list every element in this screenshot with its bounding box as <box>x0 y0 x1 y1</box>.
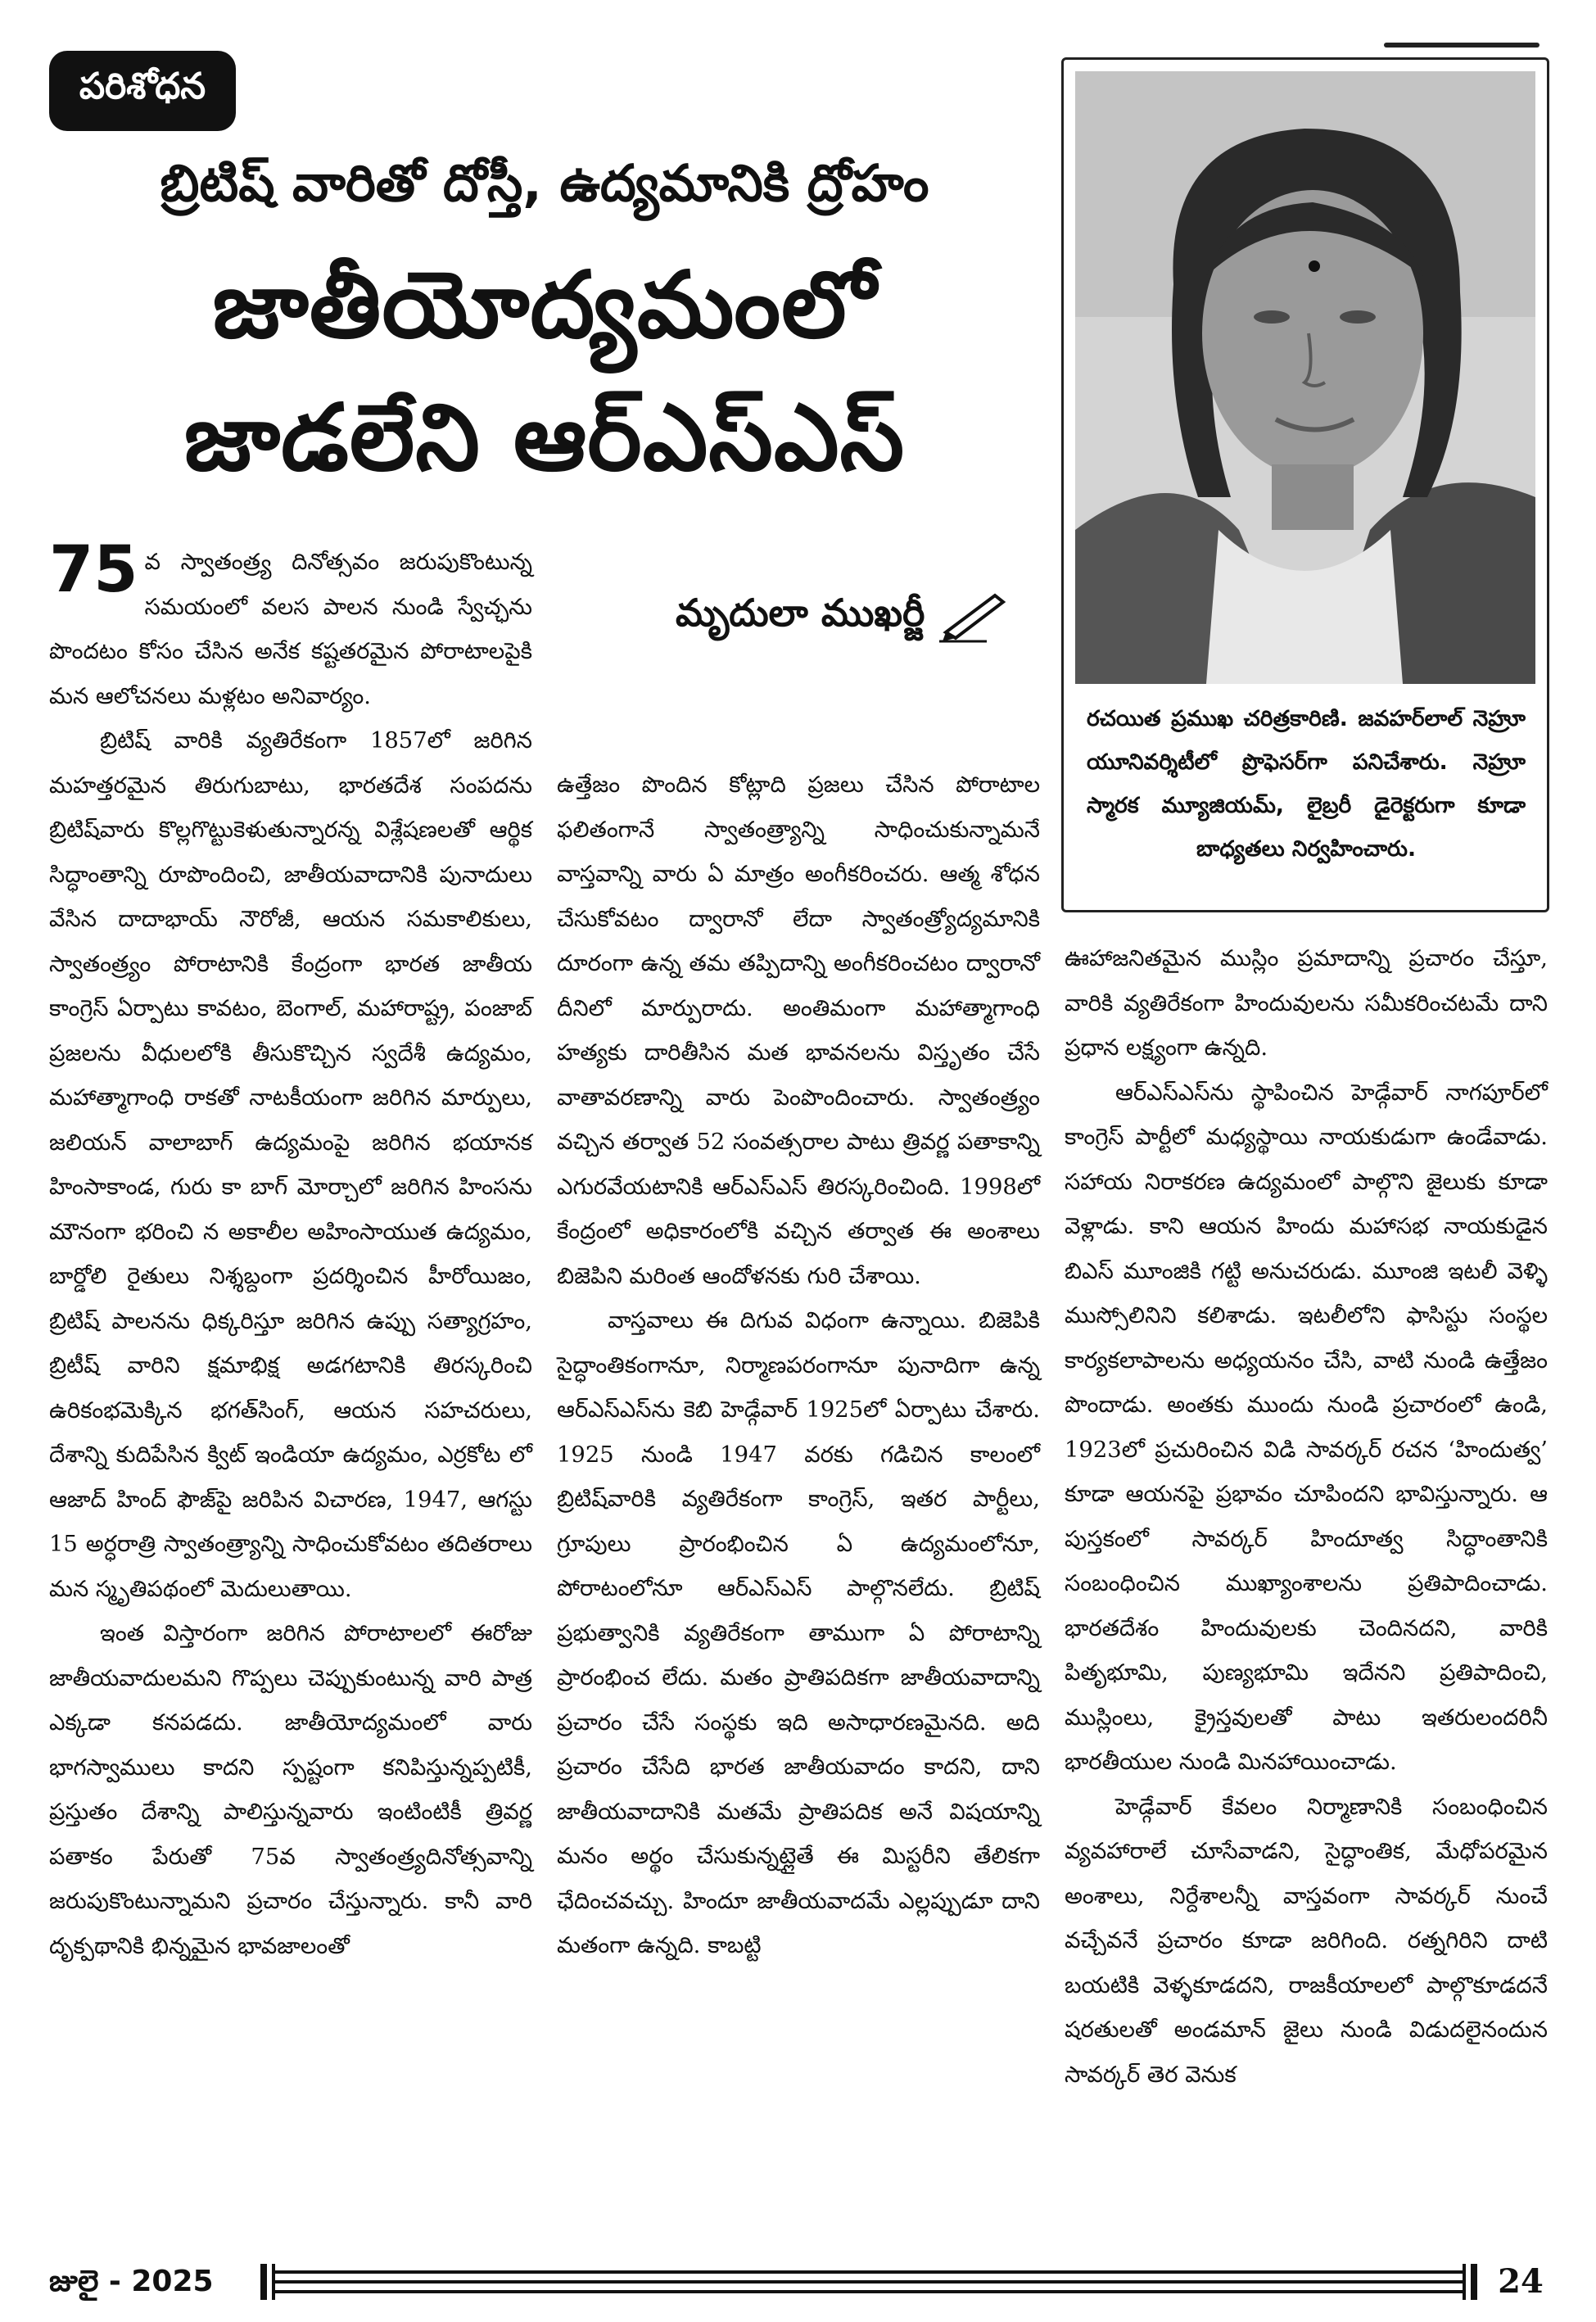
photo-caption: రచయిత ప్రముఖ చరిత్రకారిణి. జవహర్‌లాల్ నెహ్రూ యూనివర్శిటీలో ప్రొఫెసర్‌గా పనిచేశారు. నెహ్రూ స్మారక మ్యూజియమ్, లైబ్రరీ డైరెక్టరుగా కూడా బాధ్యతలు నిర్వహించారు. <box>1087 706 1526 862</box>
paragraph: ఊహాజనితమైన ముస్లిం ప్రమాదాన్ని ప్రచారం చేస్తూ, వారికి వ్యతిరేకంగా హిందువులను సమీకరించటమే దాని ప్రధాన లక్ష్యంగా ఉన్నది. <box>1065 946 1548 1061</box>
article-column-2 <box>557 763 1040 1969</box>
footer-rule <box>260 2262 1477 2302</box>
paragraph: హెడ్గేవార్ కేవలం నిర్మాణానికి సంబంధించిన వ్యవహారాలే చూసేవాడని, సైద్ధాంతిక, మేధోపరమైన అంశాలు, నిర్దేశాలన్నీ వాస్తవంగా సావర్కర్ నుంచే వచ్చేవనే ప్రచారం కూడా జరిగింది. రత్నగిరిని దాటి బయటికి వెళ్ళకూడదని, రాజకీయాలలో పాల్గొకూడదనే షరతులతో అండమాన్ జైలు నుండి విడుదలైనందున సావర్కర్ తెర వెనుక <box>1065 1794 1548 2088</box>
paragraph-text: వ స్వాతంత్ర్య దినోత్సవం జరుపుకొంటున్న సమయంలో వలస పాలన నుండి స్వేచ్ఛను పొందటం కోసం చేసిన అనేక కష్టతరమైన పోరాటాలపైకి మన ఆలోచనలు మళ్లటం అనివార్యం. <box>49 550 532 709</box>
author-portrait <box>1075 71 1535 684</box>
pen-icon <box>938 587 1011 645</box>
paragraph: బ్రిటిష్ వారికి వ్యతిరేకంగా 1857లో జరిగిన మహత్తరమైన తిరుగుబాటు, భారతదేశ సంపదను బ్రిటిష్‌వారు కొల్లగొట్టుకెళుతున్నారన్న విశ్లేషణలతో ఆర్థిక సిద్ధాంతాన్ని రూపొందించి, జాతీయవాదానికి పునాదులు వేసిన దాదాభాయ్ నౌరోజీ, ఆయన సమకాలికులు, స్వాతంత్ర్యం పోరాటానికి కేంద్రంగా భారత జాతీయ కాంగ్రెస్ ఏర్పాటు కావటం, బెంగాల్, మహారాష్ట్ర, పంజాబ్ ప్రజలను వీధులలోకి తీసుకొచ్చిన స్వదేశీ ఉద్యమం, మహాత్మాగాంధి రాకతో నాటకీయంగా జరిగిన మార్పులు, జలియన్ వాలాబాగ్ ఉద్యమంపై జరిగిన భయానక హింసాకాండ, గురు కా బాగ్ మోర్చాలో జరిగిన హింసను మౌనంగా భరించి న అకాలీల అహింసాయుత ఉద్యమం, బార్డోలి రైతులు నిశ్శబ్దంగా ప్రదర్శించిన హీరోయిజం, బ్రిటిష్ పాలనను ధిక్కరిస్తూ జరిగిన ఉప్పు సత్యాగ్రహం, బ్రిటీష్ వారిని క్షమాభిక్ష అడగటానికి తిరస్కరించి ఉరికంభమెక్కిన భగత్‌సింగ్, ఆయన సహచరులు, దేశాన్ని కుదిపేసిన క్విట్ ఇండియా ఉద్యమం, ఎర్రకోట లో ఆజాద్ హింద్ ఫౌజ్‌పై జరిపిన విచారణ, 1947, ఆగస్టు 15 అర్ధరాత్రి స్వాతంత్ర్యాన్ని సాధించుకోవటం తదితరాలు మన స్మృతిపథంలో మెదులుతాయి. <box>49 728 532 1602</box>
headline-line-1: జాతీయోద్యమంలో <box>212 252 877 359</box>
headline-line-2: జాడలేని ఆర్‌ఎస్‌ఎస్ <box>183 385 906 491</box>
paragraph: ఉత్తేజం పొందిన కోట్లాది ప్రజలు చేసిన పోరాటాల ఫలితంగానే స్వాతంత్ర్యాన్ని సాధించుకున్నామనే వాస్తవాన్ని వారు ఏ మాత్రం అంగీకరించరు. ఆత్మ శోధన చేసుకోవటం ద్వారానో లేదా స్వాతంత్ర్యోద్యమానికి దూరంగా ఉన్న తమ తప్పిదాన్ని అంగీకరించటం ద్వారానో దీనిలో మార్పురాదు. అంతిమంగా మహాత్మాగాంధి హత్యకు దారితీసిన మత భావనలను విస్తృతం చేసే వాతావరణాన్ని వారు పెంపొందించారు. స్వాతంత్ర్యం వచ్చిన తర్వాత 52 సంవత్సరాల పాటు త్రివర్ణ పతాకాన్ని ఎగురవేయటానికి ఆర్‌ఎస్‌ఎస్ తిరస్కరించింది. 1998లో కేంద్రంలో అధికారంలోకి వచ్చిన తర్వాత ఈ అంశాలు బిజెపిని మరింత ఆందోళనకు గురి చేశాయి. <box>557 772 1040 1289</box>
paragraph <box>49 533 532 719</box>
paragraph: వాస్తవాలు ఈ దిగువ విధంగా ఉన్నాయి. బిజెపికి సైద్ధాంతికంగానూ, నిర్మాణపరంగానూ పునాదిగా ఉన్న ఆర్‌ఎస్‌ఎస్‌ను కెబి హెడ్గేవార్ 1925లో ఏర్పాటు చేశారు. 1925 నుండి 1947 వరకు గడిచిన కాలంలో బ్రిటిష్‌వారికి వ్యతిరేకంగా కాంగ్రెస్, ఇతర పార్టీలు, గ్రూపులు ప్రారంభించిన ఏ ఉద్యమంలోనూ, పోరాటంలోనూ ఆర్‌ఎస్‌ఎస్ పాల్గొనలేదు. బ్రిటిష్ ప్రభుత్వానికి వ్యతిరేకంగా తాముగా ఏ పోరాటాన్ని ప్రారంభించ లేదు. మతం ప్రాతిపదికగా జాతీయవాదాన్ని ప్రచారం చేసే సంస్థకు ఇది అసాధారణమైనది. అది ప్రచారం చేసేది భారత జాతీయవాదం కాదని, దాని జాతీయవాదానికి మతమే ప్రాతిపదిక అనే విషయాన్ని మనం అర్థం చేసుకున్నట్లైతే ఈ మిస్టరీని తేలికగా ఛేదించవచ్చు. హిందూ జాతీయవాదమే ఎల్లప్పుడూ దాని మతంగా ఉన్నది. కాబట్టి <box>557 1308 1040 1958</box>
article-kicker: బ్రిటిష్ వారితో దోస్తీ, ఉద్యమానికి ద్రోహం <box>160 153 929 213</box>
issue-month: జులై - 2025 <box>49 2265 214 2298</box>
page-number: 24 <box>1498 2262 1544 2301</box>
paragraph: ఆర్‌ఎస్‌ఎస్‌ను స్థాపించిన హెడ్గేవార్ నాగపూర్‌లో కాంగ్రెస్ పార్టీలో మధ్యస్థాయి నాయకుడుగా ఉండేవాడు. సహాయ నిరాకరణ ఉద్యమంలో పాల్గొని జైలుకు కూడా వెళ్లాడు. కాని ఆయన హిందు మహాసభ నాయకుడైన బిఎస్ మూంజికి గట్టి అనుచరుడు. మూంజి ఇటలీ వెళ్ళి ముస్సోలినిని కలిశాడు. ఇటలీలోని ఫాసిస్టు సంస్థల కార్యకలాపాలను అధ్యయనం చేసి, వాటి నుండి ఉత్తేజం పొందాడు. అంతకు ముందు నుండి ప్రచారంలో ఉండి, 1923లో ప్రచురించిన విడి సావర్కర్ రచన ‘హిందుత్వ’ కూడా ఆయనపై ప్రభావం చూపిందని భావిస్తున్నారు. ఆ పుస్తకంలో సావర్కర్ హిందూత్వ సిద్ధాంతానికి సంబంధించిన ముఖ్యాంశాలను ప్రతిపాదించాడు. భారతదేశం హిందువులకు చెందినదని, వారికి పితృభూమి, పుణ్యభూమి ఇదేనని ప్రతిపాదించి, ముస్లింలు, క్రైస్తవులతో పాటు ఇతరులందరినీ భారతీయుల నుండి మినహాయించాడు. <box>1065 1080 1548 1775</box>
paragraph: ఇంత విస్తారంగా జరిగిన పోరాటాలలో ఈరోజు జాతీయవాదులమని గొప్పలు చెప్పుకుంటున్న వారి పాత్ర ఎక్కడా కనపడదు. జాతీయోద్యమంలో వారు భాగస్వాములు కాదని స్పష్టంగా కనిపిస్తున్నప్పటికీ, ప్రస్తుతం దేశాన్ని పాలిస్తున్నవారు ఇంటింటికీ త్రివర్ణ పతాకం పేరుతో 75వ స్వాతంత్ర్యదినోత్సవాన్ని జరుపుకొంటున్నామని ప్రచారం చేస్తున్నారు. కానీ వారి దృక్పథానికి భిన్నమైన భావజాలంతో <box>49 1621 532 1959</box>
author-name: మృదులా ముఖర్జీ <box>676 591 925 635</box>
article-headline <box>49 239 1040 505</box>
dropcap: 75 <box>49 533 138 607</box>
page-corner-mark <box>1384 43 1539 48</box>
article-column-3 <box>1065 937 1548 2098</box>
portrait-illustration <box>1075 71 1535 684</box>
article-column-1 <box>49 533 532 1969</box>
section-tag: పరిశోధన <box>49 51 236 131</box>
author-byline <box>676 578 1044 647</box>
author-photo-box <box>1061 57 1549 912</box>
